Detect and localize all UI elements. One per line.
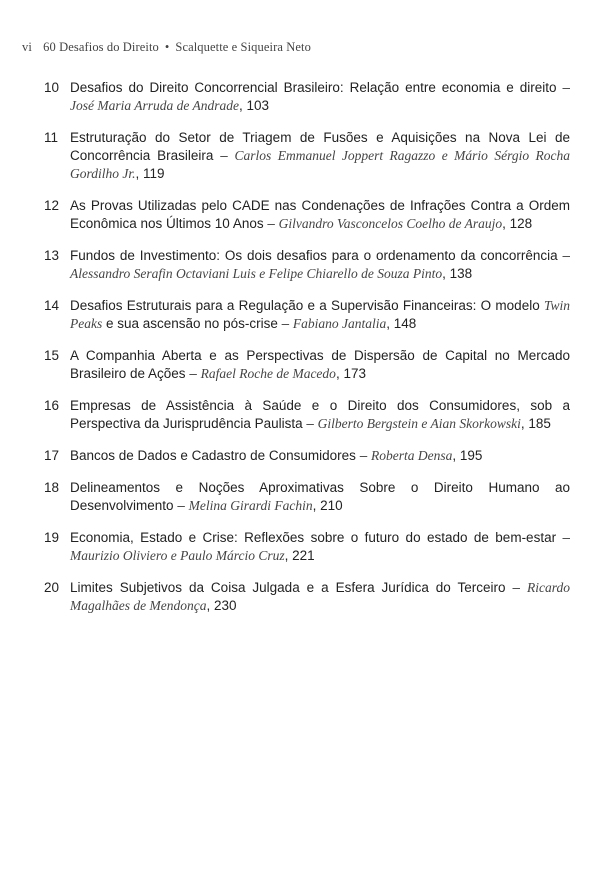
header-authors: Scalquette e Siqueira Neto (175, 40, 311, 54)
entry-page: 230 (213, 598, 237, 613)
entry-number: 10 (44, 80, 60, 95)
entry-title: Estruturação do Setor de Triagem de Fusões e Aquisições na Nova Lei de Concorrência Brasileira (70, 130, 570, 163)
entry-dash: – (562, 530, 570, 545)
entry-dash: – (512, 580, 521, 595)
entry-title: Delineamentos e Noções Aproximativas Sobre o Direito Humano ao Desenvolvimento (70, 480, 570, 513)
entry-dash: – (189, 366, 197, 381)
toc-entry-13: 13 Fundos de Investimento: Os dois desafios para o ordenamento da concorrência – Alessandro Serafin Octaviani Luis e Felipe Chiarello de Souza Pinto, 138 (44, 248, 570, 281)
entry-number: 14 (44, 298, 60, 313)
entry-title: A Companhia Aberta e as Perspectivas de Dispersão de Capital no Mercado Brasileiro de Ações (70, 348, 570, 381)
entry-page: 138 (449, 266, 473, 281)
entry-page: 210 (320, 498, 343, 513)
header-book-title: 60 Desafios do Direito (43, 40, 159, 54)
entry-number: 20 (44, 580, 60, 595)
entry-number: 12 (44, 198, 60, 213)
entry-dash: – (220, 148, 228, 163)
entry-dash: – (306, 416, 314, 431)
entry-page: 148 (393, 316, 417, 331)
entry-authors: Ricardo Magalhães de Mendonça (70, 580, 570, 613)
entry-authors: Fabiano Jantalia (292, 316, 387, 331)
entry-number: 13 (44, 248, 60, 263)
entry-dash: – (267, 216, 275, 231)
entry-authors: Alessandro Serafin Octaviani Luis e Felipe Chiarello de Souza Pinto (70, 266, 443, 281)
header-separator: • (164, 40, 170, 54)
entry-authors: Melina Girardi Fachin (188, 498, 313, 513)
entry-title-part1: Desafios Estruturais para a Regulação e a Supervisão Financeiras: O modelo (70, 298, 544, 313)
entry-number: 18 (44, 480, 60, 495)
entry-title: Bancos de Dados e Cadastro de Consumidores (70, 448, 356, 463)
entry-dash: – (562, 248, 570, 263)
toc-entry-14: 14 Desafios Estruturais para a Regulação e a Supervisão Financeiras: O modelo Twin Peaks e sua ascensão no pós-crise – Fabiano Jantalia, 148 (44, 298, 570, 331)
entry-authors: José Maria Arruda de Andrade (70, 98, 239, 113)
entry-authors: Gilberto Bergstein e Aian Skorkowski (317, 416, 521, 431)
toc-entry-17: 17 Bancos de Dados e Cadastro de Consumidores – Roberta Densa, 195 (44, 448, 483, 463)
table-of-contents (44, 79, 570, 615)
toc-entry-20: 20 Limites Subjetivos da Coisa Julgada e a Esfera Jurídica do Terceiro – Ricardo Magalhães de Mendonça, 230 (44, 580, 570, 613)
entry-authors: Rafael Roche de Macedo (200, 366, 336, 381)
header-page-number: vi (22, 40, 32, 54)
toc-entry-15: 15 A Companhia Aberta e as Perspectivas de Dispersão de Capital no Mercado Brasileiro de Ações – Rafael Roche de Macedo, 173 (44, 348, 570, 381)
toc-entry-12: 12 As Provas Utilizadas pelo CADE nas Condenações de Infrações Contra a Ordem Econômica nos Últimos 10 Anos – Gilvandro Vasconcelos Coelho de Araujo, 128 (44, 198, 570, 231)
entry-title-italic: Twin Peaks (70, 298, 570, 331)
toc-entry-10: 10 Desafios do Direito Concorrencial Brasileiro: Relação entre economia e direito – José Maria Arruda de Andrade, 103 (44, 80, 570, 113)
entry-page: 128 (509, 216, 533, 231)
entry-page: 103 (246, 98, 270, 113)
entry-page: 221 (292, 548, 315, 563)
entry-number: 19 (44, 530, 60, 545)
entry-number: 17 (44, 448, 60, 463)
entry-authors: Maurizio Oliviero e Paulo Márcio Cruz (70, 548, 285, 563)
entry-title: Empresas de Assistência à Saúde e o Direito dos Consumidores, sob a Perspectiva da Jurisprudência Paulista (70, 398, 570, 431)
entry-title: As Provas Utilizadas pelo CADE nas Condenações de Infrações Contra a Ordem Econômica nos Últimos 10 Anos (70, 198, 570, 231)
entry-title: Fundos de Investimento: Os dois desafios para o ordenamento da concorrência (70, 248, 558, 263)
entry-dash: – (177, 498, 185, 513)
toc-entry-11: 11 Estruturação do Setor de Triagem de Fusões e Aquisições na Nova Lei de Concorrência Brasileira – Carlos Emmanuel Joppert Ragazzo e Mário Sérgio Rocha Gordilho Jr., 119 (44, 130, 570, 181)
toc-entry-19: 19 Economia, Estado e Crise: Reflexões sobre o futuro do estado de bem-estar – Maurizio Oliviero e Paulo Márcio Cruz, 221 (44, 530, 570, 563)
entry-page: 195 (459, 448, 483, 463)
entry-title: Limites Subjetivos da Coisa Julgada e a Esfera Jurídica do Terceiro (70, 580, 506, 595)
entry-title-part2: e sua ascensão no pós-crise (102, 316, 278, 331)
entry-page: 185 (528, 416, 551, 431)
toc-entry-16: 16 Empresas de Assistência à Saúde e o Direito dos Consumidores, sob a Perspectiva da Jurisprudência Paulista – Gilberto Bergstein e Aian Skorkowski, 185 (44, 398, 570, 431)
entry-page: 173 (343, 366, 366, 381)
entry-dash: – (359, 448, 368, 463)
entry-authors: Gilvandro Vasconcelos Coelho de Araujo (278, 216, 503, 231)
entry-title: Economia, Estado e Crise: Reflexões sobre o futuro do estado de bem-estar (70, 530, 557, 545)
entry-dash: – (562, 80, 570, 95)
entry-number: 15 (44, 348, 60, 363)
entry-dash: – (281, 316, 290, 331)
running-head (22, 40, 311, 55)
entry-title: Desafios do Direito Concorrencial Brasileiro: Relação entre economia e direito (70, 80, 557, 95)
toc-entry-18: 18 Delineamentos e Noções Aproximativas Sobre o Direito Humano ao Desenvolvimento – Melina Girardi Fachin, 210 (44, 480, 570, 513)
entry-number: 16 (44, 398, 60, 413)
entry-authors: Roberta Densa (370, 448, 453, 463)
entry-page: 119 (143, 166, 165, 181)
entry-authors: Carlos Emmanuel Joppert Ragazzo e Mário Sérgio Rocha Gordilho Jr. (70, 148, 570, 181)
entry-number: 11 (44, 130, 59, 145)
